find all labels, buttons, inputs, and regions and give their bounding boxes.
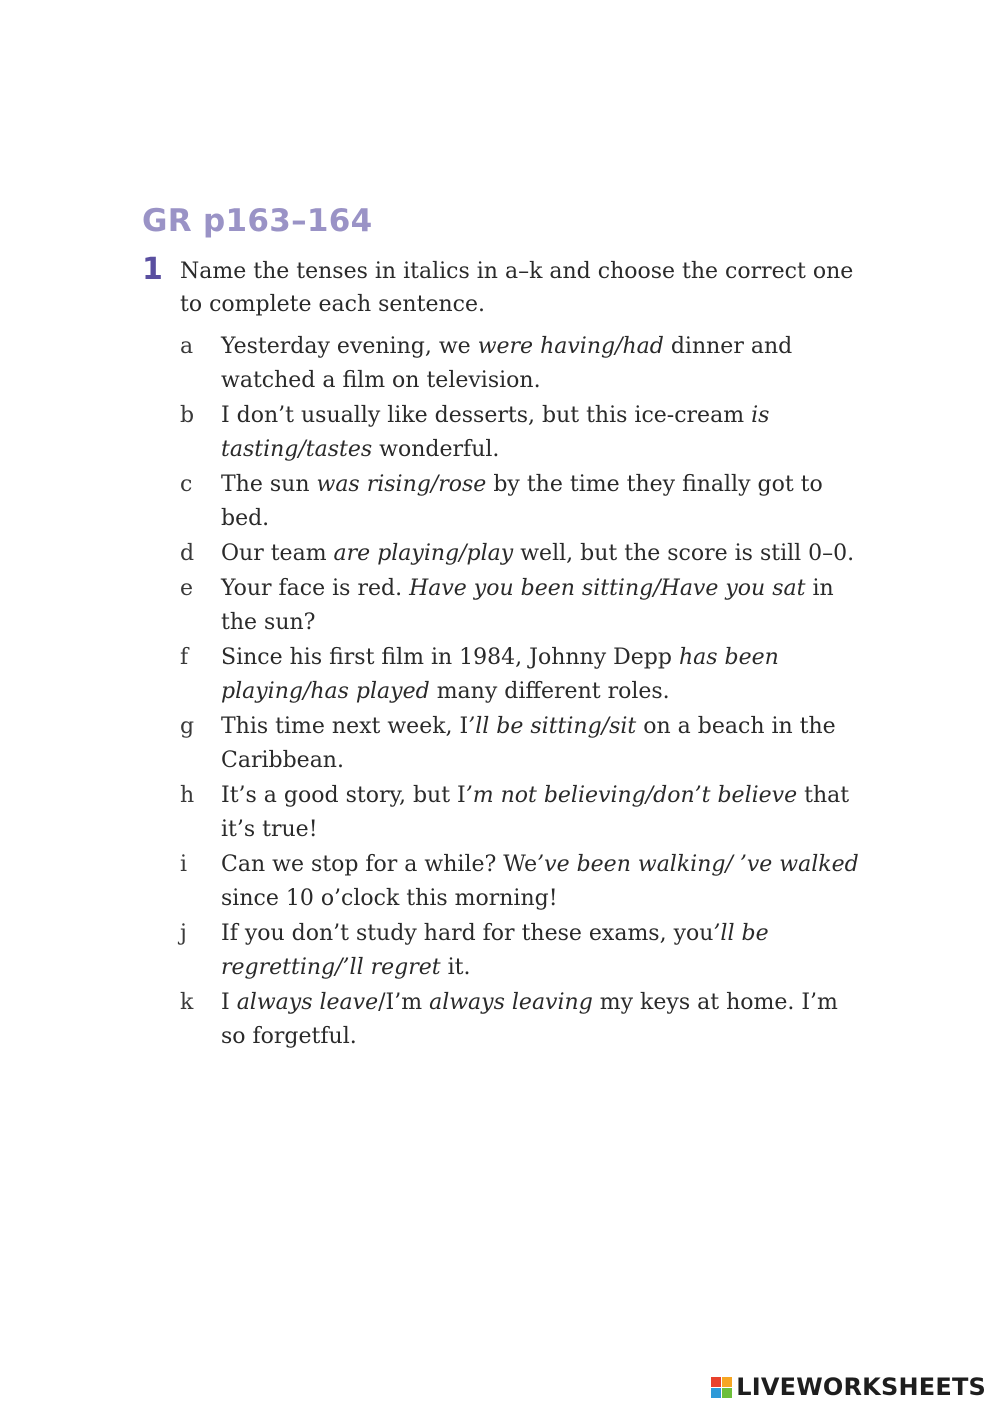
item-text-part: it. — [440, 955, 471, 980]
item-letter: j — [180, 921, 187, 946]
exercise-instruction: Name the tenses in italics in a–k and choose the correct one to complete each sentence. — [180, 259, 854, 317]
item-letter: g — [180, 714, 195, 739]
logo-text: LIVEWORKSHEETS — [736, 1373, 986, 1401]
italic-tense-choice: has been playing/has played — [221, 645, 779, 704]
item-text-part: I don’t usually like desserts, but this ice-cream — [221, 403, 752, 428]
italic-tense-choice: ’ll be regretting/’ll regret — [221, 921, 769, 980]
italic-tense-choice: always leaving — [429, 990, 593, 1015]
item-letter: d — [180, 541, 195, 566]
item-text — [221, 645, 779, 704]
exercise-item — [180, 330, 862, 398]
item-text-part: well, but the score is still 0–0. — [513, 541, 855, 566]
item-text-part: in the sun? — [221, 576, 834, 635]
exercise-item — [180, 779, 862, 847]
section-reference: GR p163–164 — [142, 203, 373, 239]
italic-tense-choice: is tasting/tastes — [221, 403, 770, 462]
exercise-item — [180, 572, 862, 640]
liveworksheets-logo — [711, 1373, 986, 1401]
italic-tense-choice: are playing/play — [333, 541, 514, 566]
item-text-part: dinner and watched a film on television. — [221, 334, 793, 393]
item-text-part: on a beach in the Caribbean. — [221, 714, 836, 773]
exercise-item — [180, 468, 862, 536]
italic-tense-choice: always leave — [236, 990, 379, 1015]
exercise-item — [180, 710, 862, 778]
item-letter: h — [180, 783, 195, 808]
italic-tense-choice: was rising/rose — [316, 472, 487, 497]
exercise-item — [180, 537, 862, 571]
exercise-item — [180, 641, 862, 709]
item-text-part: by the time they finally got to bed. — [221, 472, 823, 531]
item-text — [221, 403, 769, 462]
item-letter: k — [180, 990, 194, 1015]
logo-square — [722, 1388, 732, 1398]
italic-tense-choice: ’ve been walking/ ’ve walked — [537, 852, 859, 877]
item-text — [221, 990, 838, 1049]
item-text-part: Since his first film in 1984, Johnny Depp — [221, 645, 679, 670]
item-text — [221, 472, 823, 531]
exercise-item — [180, 848, 862, 916]
item-text-part: Can we stop for a while? We — [221, 852, 538, 877]
item-letter: b — [180, 403, 195, 428]
item-text-part: wonderful. — [372, 437, 500, 462]
item-letter: f — [180, 645, 189, 670]
italic-tense-choice: were having/had — [477, 334, 664, 359]
item-text-part: If you don’t study hard for these exams, you — [221, 921, 714, 946]
item-text-part: my keys at home. I’m so forgetful. — [221, 990, 838, 1049]
item-text — [221, 576, 834, 635]
item-text-part: Our team — [221, 541, 334, 566]
item-text-part: Your face is red. — [221, 576, 410, 601]
item-text — [221, 852, 859, 911]
italic-tense-choice: ’ll be sitting/sit — [468, 714, 637, 739]
italic-tense-choice: Have you been sitting/Have you sat — [409, 576, 806, 601]
exercise-header — [142, 252, 862, 321]
logo-square — [711, 1377, 721, 1387]
italic-tense-choice: ’m not believing/don’t believe — [465, 783, 798, 808]
item-text-part: Yesterday evening, we — [221, 334, 478, 359]
exercise-1 — [142, 252, 862, 1055]
item-text — [221, 921, 769, 980]
item-text-part: The sun — [221, 472, 317, 497]
item-letter: a — [180, 334, 194, 359]
item-text — [221, 783, 849, 842]
liveworksheets-logo-icon — [711, 1377, 732, 1398]
logo-square — [711, 1388, 721, 1398]
exercise-number: 1 — [142, 252, 163, 287]
item-letter: i — [180, 852, 188, 877]
exercise-item — [180, 399, 862, 467]
item-letter: c — [180, 472, 193, 497]
exercise-items — [180, 330, 862, 1054]
item-text-part: I — [221, 990, 237, 1015]
item-text-part: since 10 o’clock this morning! — [221, 886, 558, 911]
item-text — [221, 334, 792, 393]
exercise-item — [180, 986, 862, 1054]
exercise-item — [180, 917, 862, 985]
item-text-part: many different roles. — [429, 679, 670, 704]
logo-square — [722, 1377, 732, 1387]
item-text-part: It’s a good story, but I — [221, 783, 466, 808]
item-text-part: that it’s true! — [221, 783, 850, 842]
item-text — [221, 714, 836, 773]
item-text-part: This time next week, I — [221, 714, 469, 739]
item-text-part: /I’m — [378, 990, 430, 1015]
item-text — [221, 541, 854, 566]
item-letter: e — [180, 576, 194, 601]
